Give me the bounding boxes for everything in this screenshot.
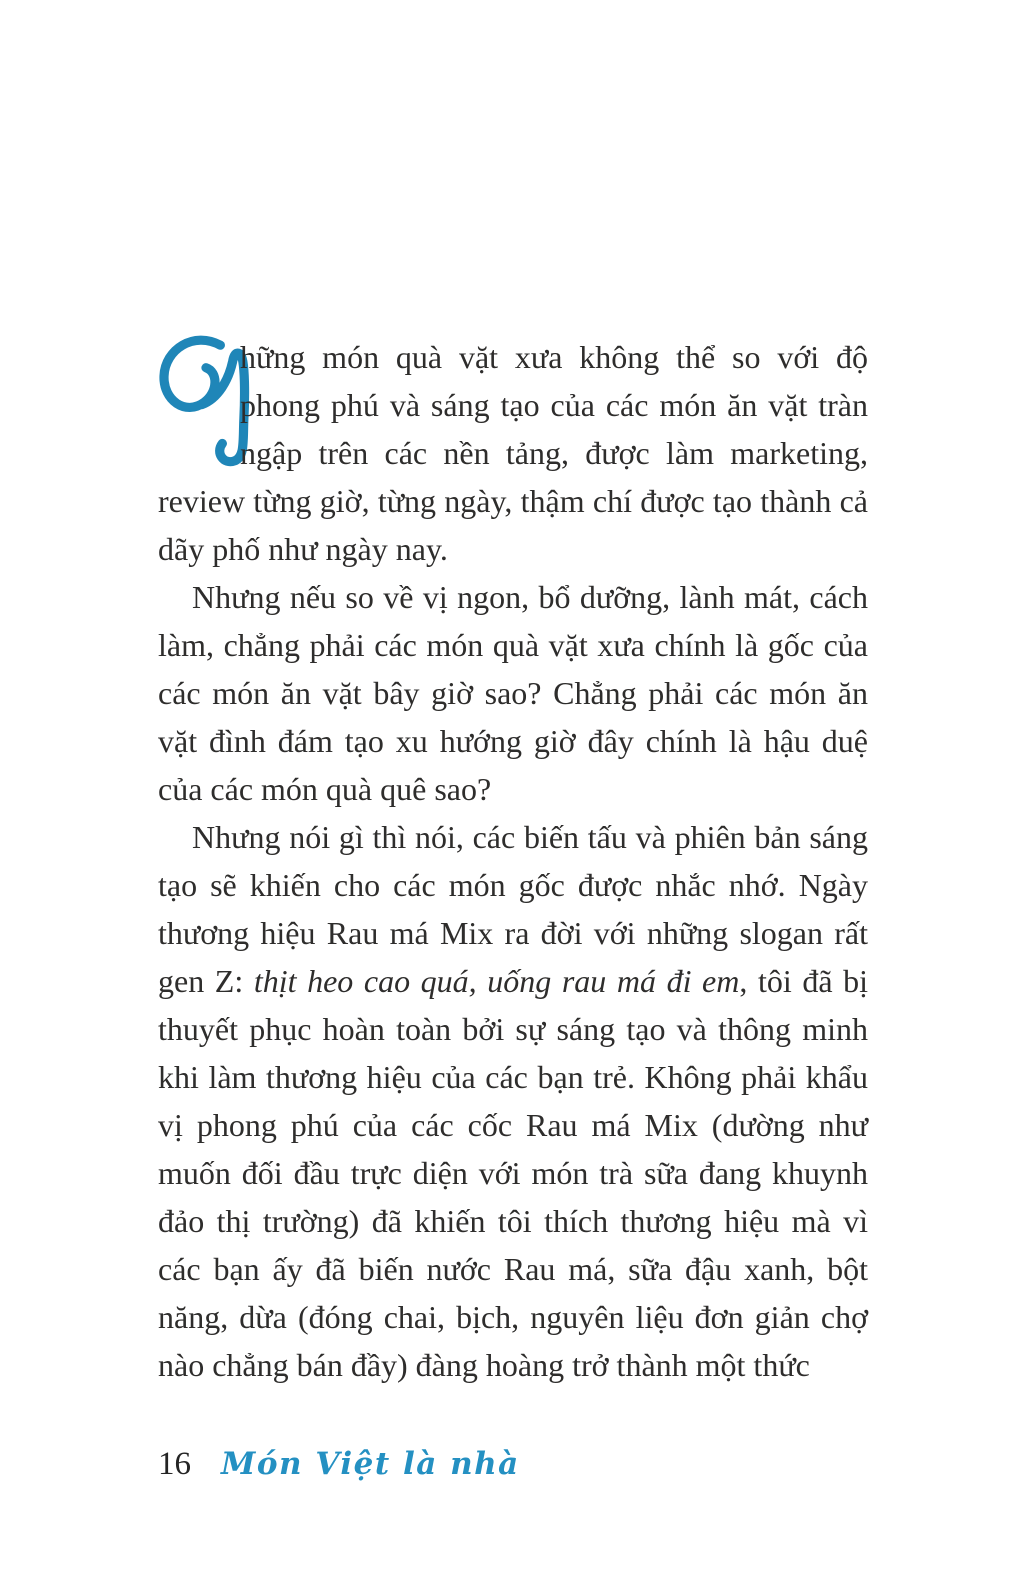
body-text-block	[158, 333, 868, 1389]
page-footer	[158, 1446, 520, 1483]
paragraph-3	[158, 813, 868, 1389]
paragraph-3-text-end: , tôi đã bị thuyết phục hoàn toàn bởi sự sáng tạo và thông minh khi làm thương hiệu của các bạn trẻ. Không phải khẩu vị phong phú của các cốc Rau má Mix (dường như muốn đối đầu trực diện với món trà sữa đang khuynh đảo thị trường) đã khiến tôi thích thương hiệu mà vì các bạn ấy đã biến nước Rau má, sữa đậu xanh, bột năng, dừa (đóng chai, bịch, nguyên liệu đơn giản chợ nào chẳng bán đầy) đàng hoàng trở thành một thức	[158, 963, 869, 1383]
book-title: Món Việt là nhà	[221, 1446, 520, 1482]
paragraph-2	[158, 573, 868, 813]
paragraph-1-text: hững món quà vặt xưa không thể so với độ phong phú và sáng tạo của các món ăn vặt tràn ngập trên các nền tảng, được làm marketing, review từng giờ, từng ngày, thậm chí được tạo thành cả dãy phố như ngày nay.	[158, 339, 868, 567]
paragraph-3-slogan-italic: thịt heo cao quá, uống rau má đi em	[253, 963, 740, 999]
drop-cap-letter-n	[158, 337, 234, 431]
paragraph-2-text: Nhưng nếu so về vị ngon, bổ dưỡng, lành mát, cách làm, chẳng phải các món quà vặt xưa chính là gốc của các món ăn vặt bây giờ sao? Chẳng phải các món ăn vặt đình đám tạo xu hướng giờ đây chính là hậu duệ của các món quà quê sao?	[158, 579, 868, 807]
paragraph-1	[158, 333, 868, 573]
page-number: 16	[158, 1446, 191, 1482]
paragraph-3-text-start: Nhưng nói gì thì nói, các biến tấu và phiên bản sáng tạo sẽ khiến cho các món gốc được nhắc nhớ. Ngày thương hiệu Rau má Mix ra đời với những slogan rất gen Z:	[158, 819, 868, 999]
